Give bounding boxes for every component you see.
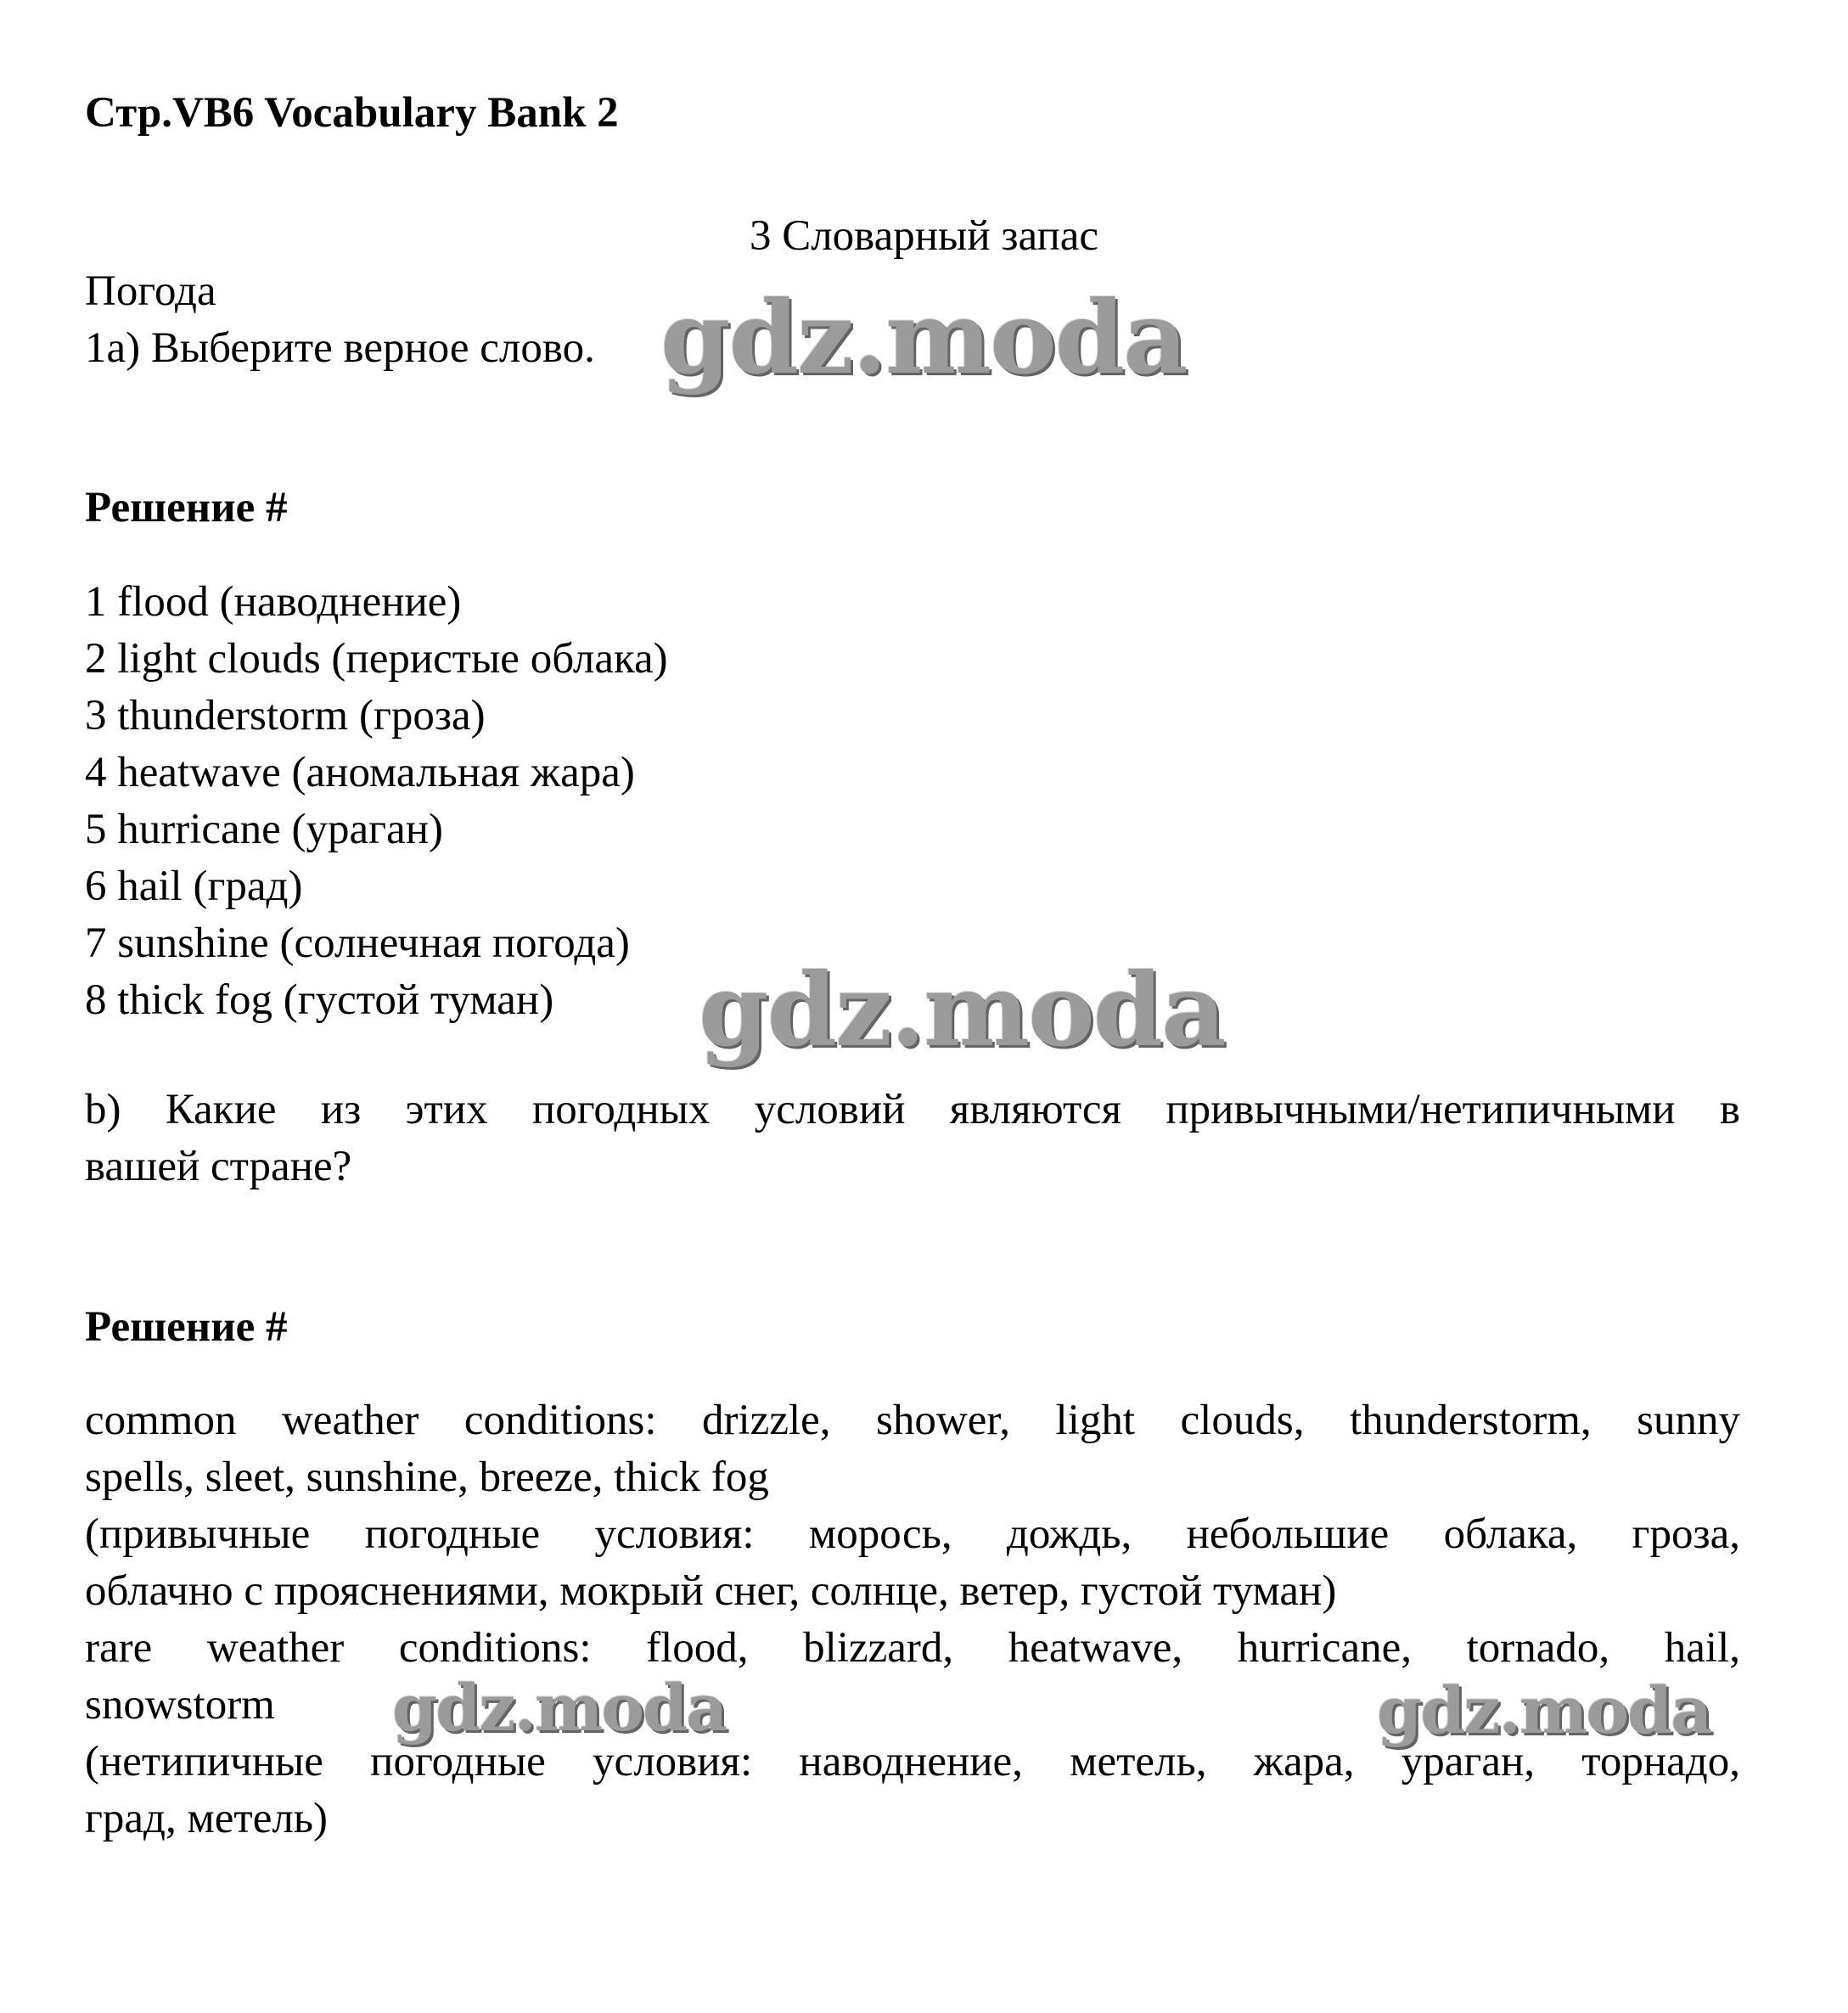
rare-conditions-line: rare weather conditions: flood, blizzard, heatwave, hurricane, tornado, hail, (85, 1624, 1740, 1672)
watermark-logo: gdz.moda (699, 951, 1225, 1069)
watermark-logo: gdz.moda (1377, 1673, 1711, 1748)
solution-label-b: Решение # (85, 1303, 288, 1351)
watermark-logo: gdz.moda (660, 278, 1187, 396)
solution-label-a: Решение # (85, 484, 288, 531)
watermark-logo: gdz.moda (392, 1670, 727, 1746)
common-conditions-ru-line: (привычные погодные условия: морось, дождь, небольшие облака, гроза, (85, 1510, 1740, 1558)
list-item: 6 hail (град) (85, 863, 303, 910)
task-a-instruction: 1a) Выберите верное слово. (85, 324, 595, 372)
list-item: 8 thick fog (густой туман) (85, 976, 554, 1024)
section-heading: 3 Словарный запас (749, 212, 1099, 260)
common-conditions-line: common weather conditions: drizzle, shower, light clouds, thunderstorm, sunny (85, 1397, 1740, 1444)
list-item: 5 hurricane (ураган) (85, 806, 443, 853)
task-b-line: вашей стране? (85, 1143, 352, 1190)
common-conditions-ru-line: облачно с прояснениями, мокрый снег, солнце, ветер, густой туман) (85, 1567, 1337, 1615)
list-item: 1 flood (наводнение) (85, 578, 462, 626)
solution-b-text (85, 1392, 1740, 1847)
rare-conditions-ru-line: (нетипичные погодные условия: наводнение, метель, жара, ураган, торнадо, (85, 1738, 1740, 1785)
page-title: Стр.VB6 Vocabulary Bank 2 (85, 89, 619, 137)
list-item: 4 heatwave (аномальная жара) (85, 749, 635, 796)
list-item: 7 sunshine (солнечная погода) (85, 919, 630, 967)
list-item: 3 thunderstorm (гроза) (85, 692, 486, 739)
topic-label: Погода (85, 267, 216, 315)
list-item: 2 light clouds (перистые облака) (85, 635, 668, 683)
common-conditions-line: spells, sleet, sunshine, breeze, thick fog (85, 1454, 769, 1501)
rare-conditions-ru-line: град, метель) (85, 1795, 329, 1842)
rare-conditions-line: snowstorm (85, 1681, 275, 1729)
task-b-line: b) Какие из этих погодных условий являются привычными/нетипичными в (85, 1086, 1740, 1133)
task-b-question (85, 1082, 1740, 1195)
answer-list (85, 574, 668, 1029)
